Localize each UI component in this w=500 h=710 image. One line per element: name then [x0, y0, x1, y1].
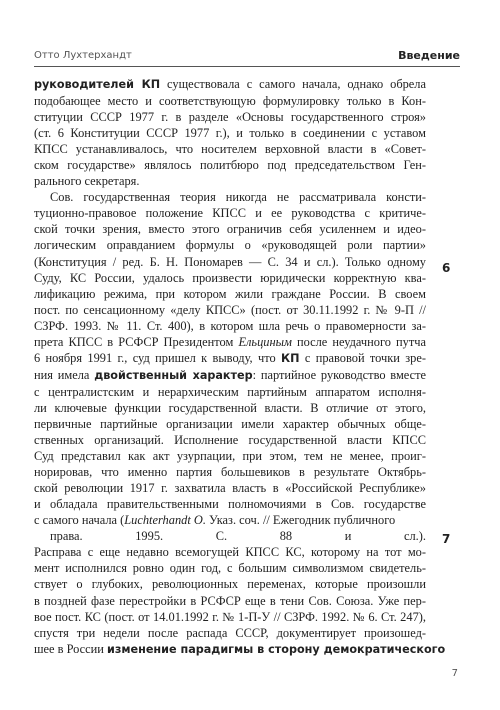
text-run: пост. по сенсационному «делу КПСС» (пост. от 30.11.1992 г. № 9-П //: [34, 302, 426, 317]
text-line: [34, 109, 426, 125]
page-number: 7: [451, 668, 458, 679]
text-run: с самого начала (: [34, 513, 125, 528]
margin-marker: 7: [442, 532, 451, 546]
bold-term: двойственный характер: [94, 368, 253, 382]
body-text: [34, 76, 446, 658]
text-line: [34, 76, 426, 93]
text-line: [34, 464, 426, 480]
text-run: подобающее место и соответствующую формулировку только в Кон-: [34, 94, 426, 109]
text-run: логическим оправданием формулы о «руководящей роли партии»: [34, 238, 426, 253]
text-run: 6 ноября 1991 г., суд пришел к выводу, что: [34, 350, 281, 365]
text-run: спустя три недели после распада СССР, документирует произошед-: [34, 625, 426, 640]
text-run: ли ключевые функции государственной власти. В отличие от этого,: [34, 400, 426, 415]
text-line: [34, 270, 426, 286]
text-run: шее в России: [34, 641, 108, 656]
text-line: [34, 237, 426, 253]
text-line: [34, 641, 446, 658]
text-run: ния имела: [34, 367, 95, 382]
text-line: [34, 350, 426, 367]
text-line: [34, 302, 426, 318]
text-line: [34, 448, 426, 464]
bold-term: руководителей КП: [34, 78, 161, 91]
text-line: [34, 528, 426, 544]
text-run: : партийное руководство вместе: [252, 367, 427, 382]
margin-marker: 6: [442, 261, 451, 275]
text-line: [34, 367, 426, 384]
text-run: (Конституция / ред. Б. Н. Пономарев — С. 34 и сл.). Только одному: [34, 254, 426, 269]
text-line: [34, 318, 426, 334]
text-line: [34, 254, 426, 270]
text-run: ституции СССР 1977 г. в разделе «Основы государственного строя»: [34, 110, 426, 125]
text-line: [34, 512, 426, 528]
text-line: [34, 625, 426, 641]
text-line: [34, 93, 426, 109]
text-run: Суд представил как акт узурпации, при этом, тем не менее, проиг-: [34, 449, 426, 464]
text-line: [34, 480, 426, 496]
text-run: Сов. государственная теория никогда не рассматривала консти-: [50, 190, 426, 205]
text-line: [34, 400, 426, 416]
text-line: [34, 432, 426, 448]
text-run: Расправа с еще недавно всемогущей КПСС КС, которому на тот мо-: [34, 545, 426, 560]
text-line: [34, 576, 426, 592]
italic-term: Ельциным: [238, 334, 292, 349]
text-line: [34, 560, 426, 576]
text-line: [34, 189, 426, 205]
text-run: первичные партийные организации имели характер обычных обще-: [34, 416, 426, 431]
text-line: [34, 334, 426, 350]
text-run: ской революции 1917 г. захватила власть в «Российской Республике»: [34, 481, 426, 496]
text-run: права. 1995. С. 88 и сл.).: [50, 529, 426, 544]
text-line: [34, 205, 426, 221]
text-line: [34, 221, 426, 237]
text-run: норировав, что именно партия большевиков в результате Октябрь-: [34, 465, 426, 480]
bold-term: изменение парадигмы в сторону демократического: [107, 642, 446, 656]
text-run: туционно-правовое положение КПСС и ее руководства с критиче-: [34, 206, 426, 221]
bold-term: КП: [281, 351, 300, 365]
text-line: [34, 173, 426, 189]
text-run: в поздней фазе перестройки в РСФСР еще в тени Сов. Союза. Уже пер-: [34, 593, 426, 608]
text-line: [34, 496, 426, 512]
text-run: ствует о глубоких, революционных переменах, которые произошли: [34, 577, 426, 592]
text-line: [34, 593, 426, 609]
text-line: [34, 416, 426, 432]
text-line: [34, 544, 426, 560]
text-run: ской точки зрения, вместо этого ограничив себя усиленнем и идео-: [34, 222, 426, 237]
text-run: Указ. соч. // Ежегодник публичного: [205, 513, 396, 528]
header-divider: [34, 66, 460, 67]
text-line: [34, 157, 426, 173]
text-run: после неудачного путча: [291, 334, 427, 349]
text-run: лификацию режима, при котором жили граждане России. В своем: [34, 286, 426, 301]
text-run: Суду, КС России, удалось произвести юридически корректную ква-: [34, 270, 426, 285]
text-run: (ст. 6 Конституции СССР 1977 г.), и только в соединении с уставом: [34, 126, 426, 141]
text-run: и обладала правительственными полномочиями в Сов. государстве: [34, 497, 426, 512]
text-run: рального секретаря.: [34, 174, 140, 189]
running-head-section-title: Введение: [398, 49, 460, 62]
text-run: вое пост. КС (пост. от 14.01.1992 г. № 1-П-У // СЗРФ. 1992. № 6. Ст. 247),: [34, 609, 426, 624]
text-run: СЗРФ. 1993. № 11. Ст. 400), в котором шла речь о правомерности за-: [34, 318, 426, 333]
text-line: [34, 125, 426, 141]
text-line: [34, 609, 426, 625]
text-run: с правовой точки зре-: [299, 350, 426, 365]
running-head-author: Отто Лухтерхандт: [34, 50, 132, 61]
text-line: [34, 384, 426, 400]
text-line: [34, 286, 426, 302]
text-run: ственных организаций. Исполнение государственной власти КПСС: [34, 433, 426, 448]
text-run: с централистским и нерархическим партийным аппаратом исполня-: [34, 384, 426, 399]
italic-term: Luchterhandt O.: [124, 513, 206, 528]
text-run: прета КПСС в РСФСР Президентом: [34, 334, 239, 349]
text-run: ском государстве» являлось политбюро под председательством Ген-: [34, 158, 426, 173]
text-run: КПСС устанавливалось, что носителем верховной власти в «Совет-: [34, 142, 426, 157]
text-line: [34, 141, 426, 157]
text-run: существовала с самого начала, однако обрела: [160, 77, 426, 91]
text-run: мент исполнился ровно один год, с большим символизмом свидетель-: [34, 561, 426, 576]
